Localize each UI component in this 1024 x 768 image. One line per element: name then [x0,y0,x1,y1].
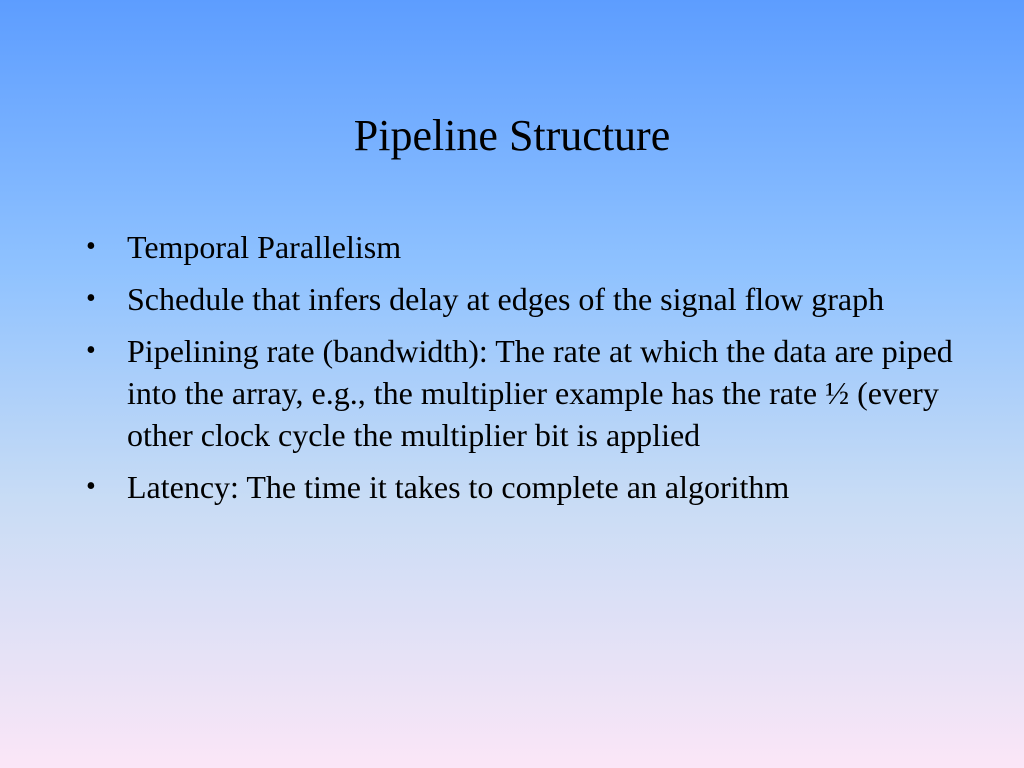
bullet-item-temporal-parallelism [78,226,958,268]
bullet-icon: • [86,335,96,366]
bullet-icon: • [86,231,96,262]
bullet-text: Latency: The time it takes to complete an algorithm [127,469,790,505]
slide-title: Pipeline Structure [353,111,671,160]
bullet-item-pipelining-rate [78,330,958,456]
bullet-item-schedule [78,278,958,320]
bullet-text: Schedule that infers delay at edges of the signal flow graph [127,281,885,317]
bullet-text: Pipelining rate (bandwidth): The rate at which the data are piped into the array, e.g., the multiplier example has the rate ½ (every other clock cycle the multiplier bit is applied [127,333,953,453]
bullet-icon: • [86,283,96,314]
bullet-text: Temporal Parallelism [127,229,402,265]
bullet-item-latency [78,466,958,508]
bullet-icon: • [86,471,96,502]
bullet-list [78,226,958,518]
